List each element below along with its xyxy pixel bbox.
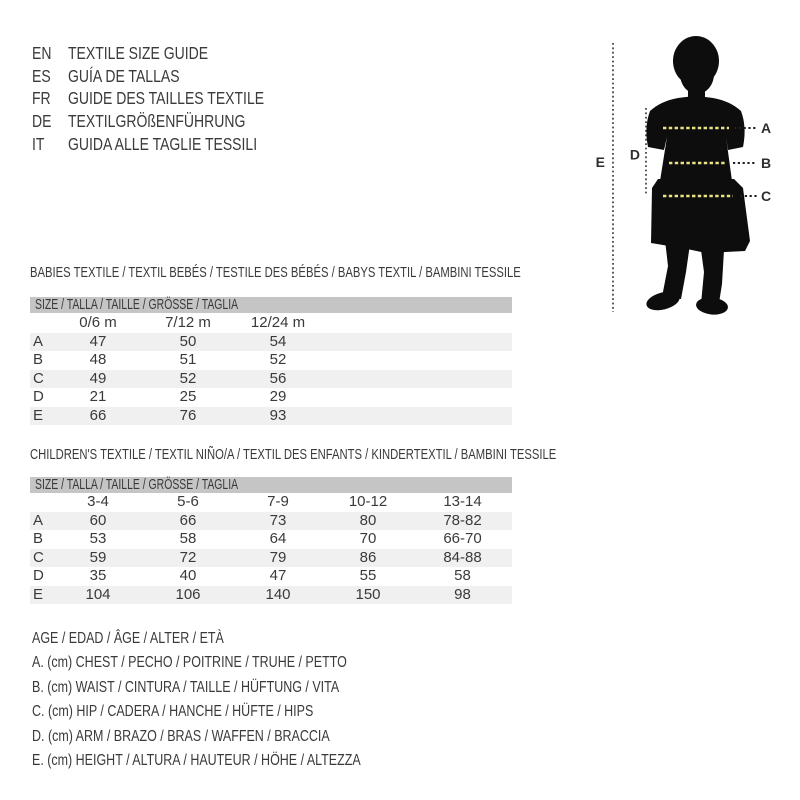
empty-cell xyxy=(413,407,512,425)
tshirt-shape xyxy=(646,97,744,182)
empty-cell xyxy=(413,313,512,333)
empty-cell xyxy=(323,407,413,425)
size-cell: 70 xyxy=(359,530,377,548)
language-code: ES xyxy=(32,65,51,86)
right-leg-shape xyxy=(701,250,724,304)
row-label: E xyxy=(30,407,53,425)
measure-label-b: B xyxy=(761,154,772,171)
language-row-es xyxy=(32,65,313,88)
size-cell: 52 xyxy=(143,370,233,388)
size-cell: 72 xyxy=(143,549,233,567)
measure-label-d: D xyxy=(629,146,640,163)
language-title: GUÍA DE TALLAS xyxy=(68,65,180,86)
empty-cell xyxy=(413,388,512,406)
size-cell: 25 xyxy=(179,388,197,406)
size-cell: 79 xyxy=(233,549,323,567)
size-cell: 66-70 xyxy=(443,530,482,548)
babies-size-header-bar: SIZE / TALLA / TAILLE / GRÖSSE / TAGLIA xyxy=(30,297,512,313)
size-cell: 50 xyxy=(143,333,233,351)
children-column-header-row xyxy=(30,492,512,512)
right-shoe-shape xyxy=(695,296,729,316)
empty-cell xyxy=(323,388,413,406)
row-label: A xyxy=(30,512,53,530)
size-cell: 60 xyxy=(53,512,143,530)
children-size-table xyxy=(30,492,512,604)
row-label: B xyxy=(33,530,44,548)
size-cell: 55 xyxy=(359,567,377,585)
table-row-c xyxy=(30,370,512,388)
measure-label-a: A xyxy=(761,119,772,136)
size-cell: 47 xyxy=(269,567,287,585)
language-code: EN xyxy=(32,42,52,63)
size-cell: 40 xyxy=(179,567,197,585)
size-cell: 93 xyxy=(233,407,323,425)
row-label: B xyxy=(33,351,44,369)
measurement-legend xyxy=(32,627,453,773)
column-header: 10-12 xyxy=(348,493,388,510)
size-cell: 73 xyxy=(233,512,323,530)
row-label: E xyxy=(30,586,53,604)
size-cell: 54 xyxy=(233,333,323,351)
size-cell: 53 xyxy=(89,530,107,548)
table-row-a xyxy=(30,333,512,351)
size-cell: 140 xyxy=(233,586,323,604)
language-code: DE xyxy=(32,111,52,132)
legend-height-line: E. (cm) HEIGHT / ALTURA / HAUTEUR / HÖHE / ALTEZZA xyxy=(32,751,361,769)
empty-cell xyxy=(323,351,413,369)
language-row-fr xyxy=(32,88,313,111)
empty-cell xyxy=(413,370,512,388)
language-title: GUIDA ALLE TAGLIE TESSILI xyxy=(68,134,258,155)
corner-cell xyxy=(30,313,53,333)
table-row-d xyxy=(30,388,512,406)
language-code: IT xyxy=(32,134,45,155)
empty-cell xyxy=(323,370,413,388)
size-cell: 58 xyxy=(179,530,197,548)
table-row-c xyxy=(30,549,512,567)
legend-arm-line: D. (cm) ARM / BRAZO / BRAS / WAFFEN / BRACCIA xyxy=(32,727,330,745)
size-cell: 104 xyxy=(53,586,143,604)
size-cell: 66 xyxy=(143,512,233,530)
table-row-a xyxy=(30,512,512,530)
size-cell: 64 xyxy=(269,530,287,548)
size-cell: 48 xyxy=(89,351,107,369)
size-cell: 56 xyxy=(233,370,323,388)
size-cell: 66 xyxy=(53,407,143,425)
children-size-header-bar: SIZE / TALLA / TAILLE / GRÖSSE / TAGLIA xyxy=(30,477,512,493)
row-label: C xyxy=(30,370,53,388)
table-row-b xyxy=(30,351,512,369)
language-row-en xyxy=(32,42,313,65)
language-row-de xyxy=(32,110,313,133)
language-row-it xyxy=(32,133,313,156)
size-cell: 78-82 xyxy=(413,512,512,530)
measure-label-e: E xyxy=(595,154,605,170)
row-label: D xyxy=(33,567,44,585)
table-row-e xyxy=(30,586,512,604)
size-cell: 58 xyxy=(454,567,471,585)
size-cell: 29 xyxy=(269,388,287,406)
size-cell: 86 xyxy=(323,549,413,567)
size-cell: 49 xyxy=(53,370,143,388)
size-cell: 106 xyxy=(143,586,233,604)
column-header: 0/6 m xyxy=(79,314,117,331)
language-title: TEXTILGRÖßENFÜHRUNG xyxy=(68,111,246,132)
babies-size-table xyxy=(30,313,512,425)
column-header: 7-9 xyxy=(267,493,289,510)
language-code: FR xyxy=(32,88,51,109)
row-label: A xyxy=(30,333,53,351)
column-header: 3-4 xyxy=(87,493,109,510)
measure-label-c: C xyxy=(761,187,772,204)
empty-cell xyxy=(413,351,512,369)
corner-cell xyxy=(30,492,53,512)
language-title: GUIDE DES TAILLES TEXTILE xyxy=(68,88,265,109)
language-list xyxy=(32,42,313,156)
size-cell: 47 xyxy=(53,333,143,351)
empty-cell xyxy=(323,313,413,333)
table-row-b xyxy=(30,530,512,548)
size-cell: 80 xyxy=(323,512,413,530)
row-label: D xyxy=(33,388,44,406)
legend-age-line: AGE / EDAD / ÂGE / ALTER / ETÀ xyxy=(32,630,224,647)
size-cell: 150 xyxy=(323,586,413,604)
size-cell: 84-88 xyxy=(413,549,512,567)
language-title: TEXTILE SIZE GUIDE xyxy=(68,42,209,63)
row-label: C xyxy=(30,549,53,567)
legend-waist-line: B. (cm) WAIST / CINTURA / TAILLE / HÜFTUNG / VITA xyxy=(32,678,340,696)
babies-section-title: BABIES TEXTILE / TEXTIL BEBÉS / TESTILE DES BÉBÉS / BABYS TEXTIL / BAMBINI TESSILE xyxy=(30,264,521,281)
size-cell: 59 xyxy=(53,549,143,567)
size-cell: 98 xyxy=(413,586,512,604)
column-header: 12/24 m xyxy=(250,314,306,331)
size-cell: 51 xyxy=(179,351,197,369)
column-header: 13-14 xyxy=(443,493,482,510)
size-cell: 21 xyxy=(89,388,107,406)
size-cell: 52 xyxy=(269,351,287,369)
empty-cell xyxy=(323,333,413,351)
babies-column-header-row xyxy=(30,313,512,333)
column-header: 7/12 m xyxy=(165,314,211,331)
size-cell: 76 xyxy=(143,407,233,425)
size-cell: 35 xyxy=(89,567,107,585)
empty-cell xyxy=(413,333,512,351)
table-row-d xyxy=(30,567,512,585)
legend-hip-line: C. (cm) HIP / CADERA / HANCHE / HÜFTE / HIPS xyxy=(32,703,314,721)
table-row-e xyxy=(30,407,512,425)
children-section-title: CHILDREN'S TEXTILE / TEXTIL NIÑO/A / TEXTIL DES ENFANTS / KINDERTEXTIL / BAMBINI TESSILE xyxy=(30,446,557,463)
column-header: 5-6 xyxy=(177,493,199,510)
legend-chest-line: A. (cm) CHEST / PECHO / POITRINE / TRUHE / PETTO xyxy=(32,654,347,672)
